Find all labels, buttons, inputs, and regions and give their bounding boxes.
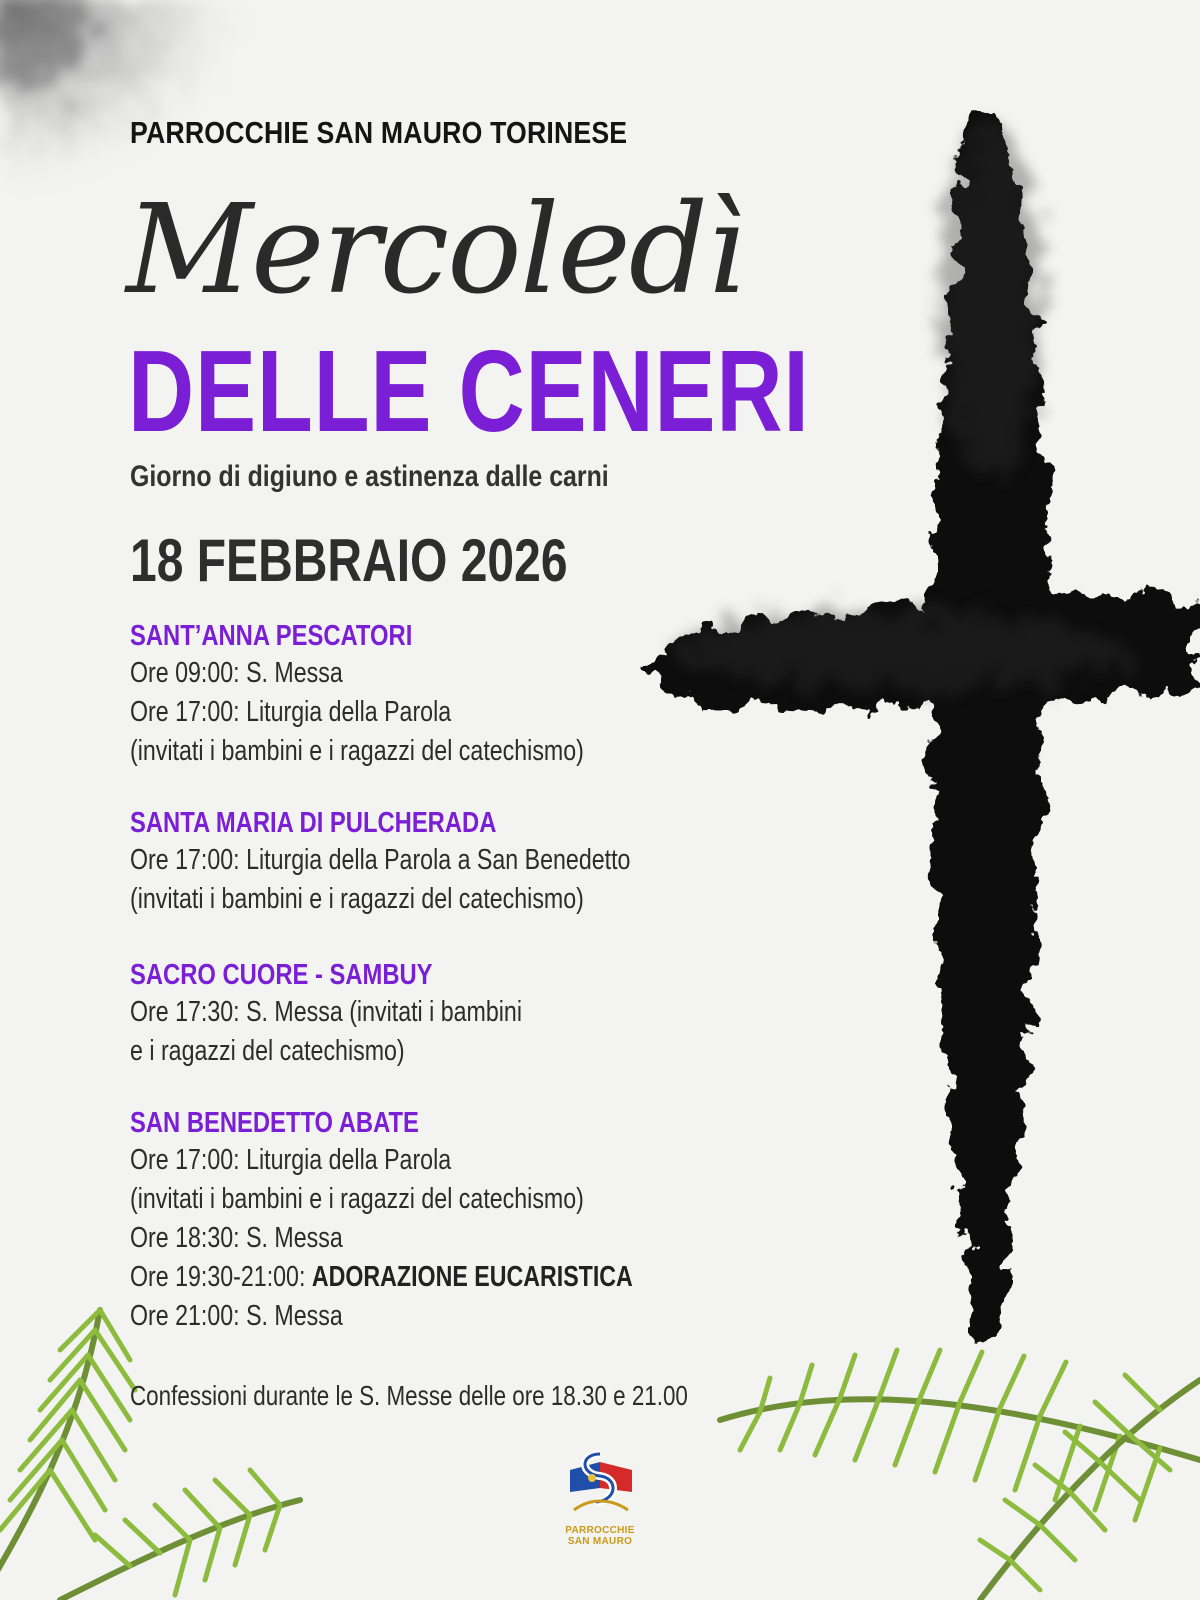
- event-line: Ore 09:00: S. Messa: [130, 657, 343, 689]
- confession-note: Confessioni durante le S. Messe delle ore 18.30 e 21.00: [130, 1380, 688, 1411]
- event-line: [130, 1258, 738, 1297]
- title-script: Mercoledì: [126, 178, 744, 322]
- event-line: Ore 17:00: Liturgia della Parola a San Benedetto: [130, 844, 631, 876]
- event-line: (invitati i bambini e i ragazzi del catechismo): [130, 735, 584, 767]
- event-sacro-cuore: [130, 957, 890, 1071]
- event-line: (invitati i bambini e i ragazzi del catechismo): [130, 883, 584, 915]
- event-date: 18 FEBBRAIO 2026: [130, 527, 568, 594]
- event-name: SACRO CUORE - SAMBUY: [130, 959, 433, 991]
- ash-smudge-decor: [0, 0, 260, 200]
- event-sant-anna: [130, 618, 890, 771]
- events-list: [130, 618, 890, 1370]
- event-line: Ore 17:30: S. Messa (invitati i bambini: [130, 996, 522, 1028]
- event-name: SANTA MARIA DI PULCHERADA: [130, 807, 497, 839]
- event-line: e i ragazzi del catechismo): [130, 1035, 405, 1067]
- event-line: Ore 17:00: Liturgia della Parola: [130, 1144, 452, 1176]
- logo-line2: SAN MAURO: [567, 1536, 633, 1547]
- event-name: SANT’ANNA PESCATORI: [130, 620, 413, 652]
- event-line: Ore 17:00: Liturgia della Parola: [130, 696, 452, 728]
- event-name: SAN BENEDETTO ABATE: [130, 1107, 419, 1139]
- event-line-time: Ore 19:30-21:00:: [130, 1261, 312, 1293]
- event-line: Ore 21:00: S. Messa: [130, 1300, 343, 1332]
- event-line-highlight: ADORAZIONE EUCARISTICA: [311, 1261, 633, 1293]
- subtitle: Giorno di digiuno e astinenza dalle carni: [130, 460, 609, 493]
- event-line: Ore 18:30: S. Messa: [130, 1222, 343, 1254]
- organization-heading: PARROCCHIE SAN MAURO TORINESE: [130, 115, 628, 150]
- event-san-benedetto: [130, 1105, 890, 1336]
- page-title: DELLE CENERI: [128, 326, 810, 456]
- palm-leaf-icon: [720, 1350, 1200, 1600]
- event-santa-maria: [130, 805, 890, 919]
- parish-logo: [550, 1440, 650, 1580]
- event-line: (invitati i bambini e i ragazzi del catechismo): [130, 1183, 584, 1215]
- logo-mark-icon: [560, 1440, 640, 1520]
- logo-line1: PARROCCHIE: [565, 1525, 635, 1536]
